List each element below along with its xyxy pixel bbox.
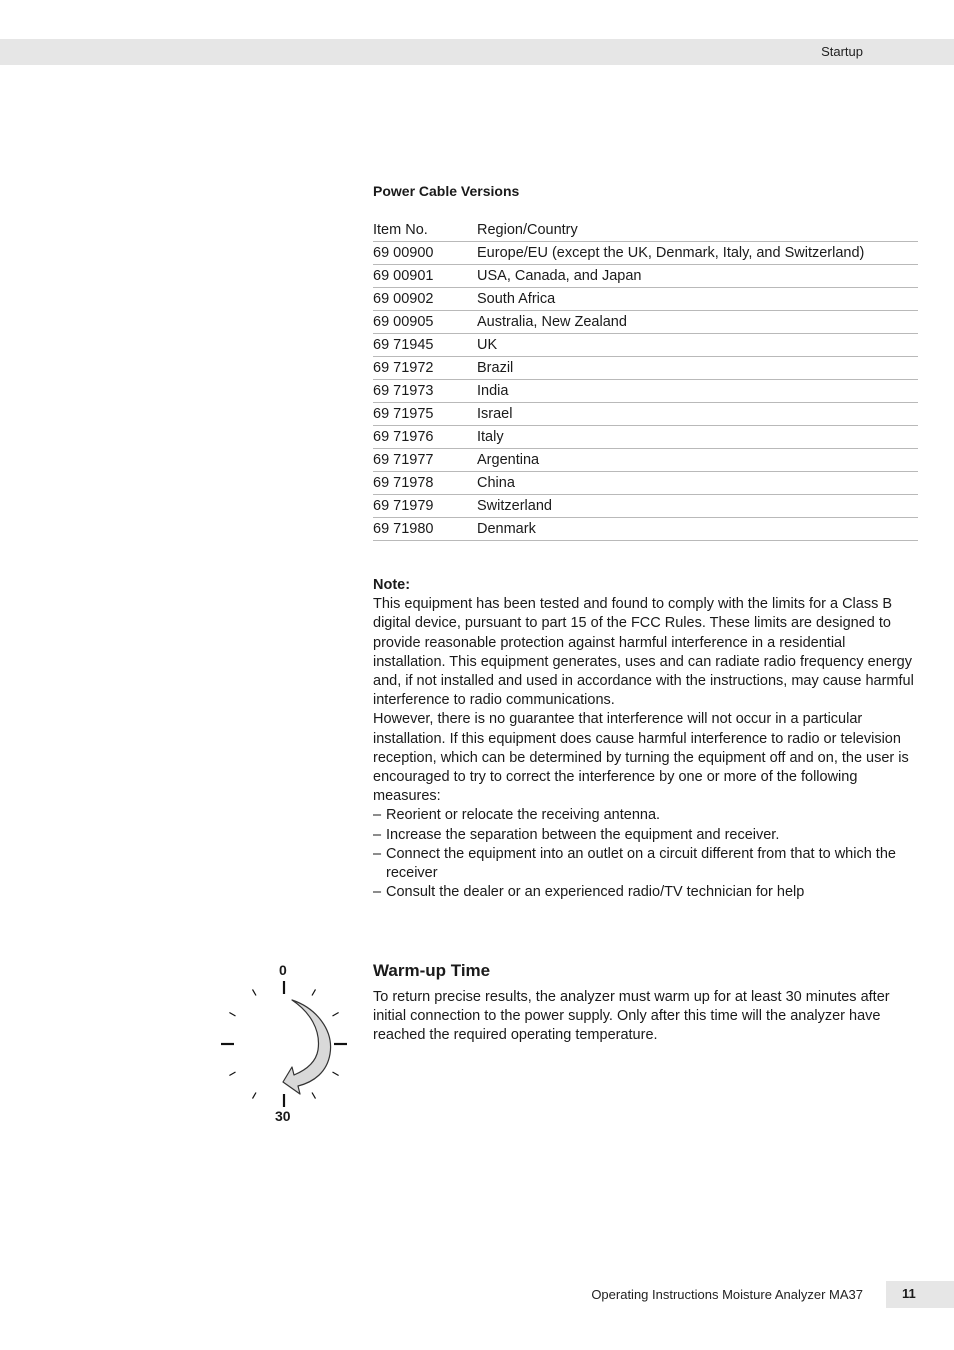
column-header-region: Region/Country [477, 219, 918, 242]
timer-arrow [283, 1000, 331, 1094]
page-number: 11 [902, 1286, 916, 1301]
list-item-text: Connect the equipment into an outlet on a circuit different from that to which the receiver [386, 845, 896, 882]
dial-tick [229, 1072, 235, 1076]
item-number-cell: 69 71975 [373, 403, 477, 426]
list-item [373, 826, 921, 845]
bullet-dash: – [373, 807, 382, 824]
warmup-paragraph: To return precise results, the analyzer must warm up for at least 30 minutes after initial connection to the power supply. Only after this time will the analyzer have reached the required operating temperature. [373, 989, 890, 1044]
table-row [373, 357, 918, 380]
item-number-cell: 69 71979 [373, 495, 477, 518]
region-cell: Australia, New Zealand [477, 311, 918, 334]
list-item-text: Reorient or relocate the receiving antenna. [386, 807, 661, 824]
stopwatch-icon [210, 960, 360, 1128]
region-cell: Israel [477, 403, 918, 426]
region-cell: India [477, 380, 918, 403]
list-item [373, 845, 921, 883]
bullet-dash: – [373, 826, 382, 843]
note-paragraph: This equipment has been tested and found to comply with the limits for a Class B digital device, pursuant to part 15 of the FCC Rules. These limits are designed to provide reasonable protection against harmful interference in a residential installation. This equipment generates, uses and can radiate radio frequency energy and, if not installed and used in accordance with the instructions, may cause harmful interference to radio communications. [373, 596, 914, 709]
list-item [373, 806, 921, 825]
table-header-row [373, 219, 918, 242]
item-number-cell: 69 00902 [373, 288, 477, 311]
timer-end-label: 30 [275, 1108, 291, 1124]
item-number-cell: 69 00905 [373, 311, 477, 334]
note-label: Note: [373, 577, 411, 593]
region-cell: Italy [477, 426, 918, 449]
dial-tick [253, 989, 257, 995]
region-cell: UK [477, 334, 918, 357]
table-row [373, 334, 918, 357]
measures-list [373, 806, 921, 902]
region-cell: Denmark [477, 518, 918, 541]
region-cell: Argentina [477, 449, 918, 472]
note-paragraph: However, there is no guarantee that interference will not occur in a particular installation. If this equipment does cause harmful interference to radio or television reception, which can be determined by turning the equipment off and on, the user is encouraged to try to correct the interference by one or more of the following measures: [373, 711, 909, 805]
region-cell: Switzerland [477, 495, 918, 518]
region-cell: South Africa [477, 288, 918, 311]
power-cable-heading: Power Cable Versions [373, 183, 520, 199]
column-header-item-no: Item No. [373, 219, 477, 242]
timer-dial [210, 960, 360, 1128]
item-number-cell: 69 00900 [373, 242, 477, 265]
table-row [373, 449, 918, 472]
region-cell: USA, Canada, and Japan [477, 265, 918, 288]
table-row [373, 311, 918, 334]
table-row [373, 380, 918, 403]
list-item-text: Increase the separation between the equipment and receiver. [386, 826, 780, 843]
table-row [373, 403, 918, 426]
table-row [373, 495, 918, 518]
table-row [373, 288, 918, 311]
item-number-cell: 69 71945 [373, 334, 477, 357]
dial-tick [312, 1093, 316, 1099]
item-number-cell: 69 71977 [373, 449, 477, 472]
item-number-cell: 69 00901 [373, 265, 477, 288]
bullet-dash: – [373, 845, 382, 862]
timer-start-label: 0 [279, 962, 287, 978]
section-title: Startup [821, 44, 863, 59]
bullet-dash: – [373, 884, 382, 901]
table-row [373, 265, 918, 288]
table-row [373, 426, 918, 449]
dial-tick [253, 1093, 257, 1099]
dial-tick [333, 1072, 339, 1076]
power-cable-table [373, 219, 918, 541]
item-number-cell: 69 71980 [373, 518, 477, 541]
region-cell: China [477, 472, 918, 495]
page-number-tab [886, 1281, 954, 1308]
dial-tick [333, 1013, 339, 1017]
item-number-cell: 69 71972 [373, 357, 477, 380]
region-cell: Brazil [477, 357, 918, 380]
table-row [373, 472, 918, 495]
list-item [373, 883, 921, 902]
table-row [373, 242, 918, 265]
dial-tick [312, 989, 316, 995]
header-band [0, 39, 954, 65]
dial-tick [229, 1013, 235, 1017]
item-number-cell: 69 71973 [373, 380, 477, 403]
item-number-cell: 69 71976 [373, 426, 477, 449]
footer-document-title: Operating Instructions Moisture Analyzer MA37 [591, 1287, 863, 1302]
item-number-cell: 69 71978 [373, 472, 477, 495]
warmup-heading: Warm-up Time [373, 961, 491, 980]
list-item-text: Consult the dealer or an experienced radio/TV technician for help [386, 884, 805, 901]
region-cell: Europe/EU (except the UK, Denmark, Italy, and Switzerland) [477, 242, 918, 265]
table-row [373, 518, 918, 541]
fcc-note [373, 576, 921, 902]
